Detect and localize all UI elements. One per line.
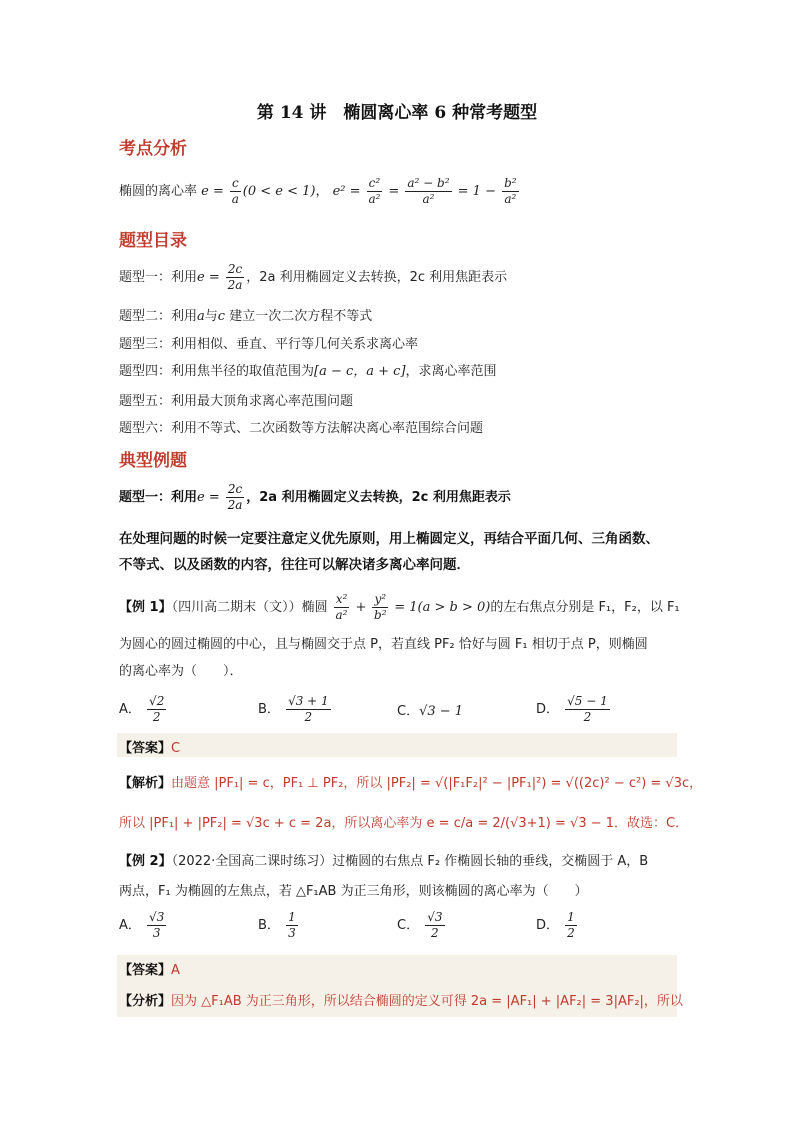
ex2-option-c[interactable]: C． $\frac{√3}{2}$ [397, 910, 443, 940]
ex1-option-d[interactable]: D． $\frac{√5 - 1}{2}$ [536, 694, 608, 724]
ex2-line1 [119, 850, 648, 869]
catalog-item-5: 题型五：利用最大顶角求离心率范围问题 [119, 394, 354, 409]
ex1-line1: 【例 1】（四川高二期末（文））椭圆 $\frac{\text{x²}}{\text{a²}}$ + $\frac{\text{y²}}{\text{b²}}$ = 1(a > b > 0)的左右焦点分别是 F₁，F₂，以 F₁ [119, 592, 680, 622]
type1-heading-tail: ，2a 利用椭圆定义去转换，2c 利用焦距表示 [246, 490, 511, 505]
analysis-formula [119, 176, 521, 207]
catalog-2-tail: 建立一次二次方程不等式 [229, 309, 373, 324]
analysis-prefix: 椭圆的离心率 [119, 184, 198, 199]
ex1-src: （四川高二期末（文））椭圆 [171, 600, 328, 615]
ex2-option-a[interactable]: A． $\frac{√3}{3}$ [119, 910, 165, 940]
ex1-option-b-label: B． [258, 702, 280, 717]
ex1-answer [119, 737, 180, 756]
catalog-item-4 [119, 360, 497, 379]
ex1-option-c-label: C． [397, 704, 420, 719]
ex1-option-a[interactable]: A． $\frac{√2}{2}$ [119, 694, 165, 724]
section-catalog: 题型目录 [119, 231, 187, 251]
ex2-option-a-label: A． [119, 918, 141, 933]
ex2-answer-value: A [171, 963, 180, 978]
catalog-2-mid: 与 [204, 309, 218, 324]
ex2-analysis-text: 因为 △F₁AB 为正三角形，所以结合椭圆的定义可得 2a = |AF₁| + |AF₂| = 3|AF₂|，所以 [171, 994, 683, 1009]
ex2-answer [119, 959, 180, 978]
ex2-analysis [119, 990, 683, 1009]
catalog-2-text: 题型二：利用 [119, 309, 198, 324]
ex1-line1-tail: 的左右焦点分别是 F₁，F₂，以 F₁ [490, 600, 680, 615]
ex1-answer-value: C [171, 741, 181, 756]
ex2-option-c-label: C． [397, 918, 420, 933]
catalog-1-tail: ，2a 利用椭圆定义去转换，2c 利用焦距表示 [246, 270, 508, 285]
catalog-item-3: 题型三：利用相似、垂直、平行等几何关系求离心率 [119, 337, 419, 352]
ex1-option-d-label: D． [536, 702, 560, 717]
formula-e-2c2a: e = $\frac{2c}{2a}$ [197, 262, 243, 292]
ex2-line2: 两点，F₁ 为椭圆的左焦点，若 △F₁AB 为正三角形，则该椭圆的离心率为（ ） [119, 884, 588, 899]
ex2-option-b[interactable]: B． $\frac{1}{3}$ [258, 910, 296, 940]
ex2-analysis-label: 【分析】 [119, 994, 172, 1009]
ex1-option-c-value: √3 − 1 [419, 704, 464, 719]
catalog-item-6: 题型六：利用不等式、二次函数等方法解决离心率范围综合问题 [119, 421, 484, 436]
ex1-line2: 为圆心的圆过椭圆的中心，且与椭圆交于点 P，若直线 PF₂ 恰好与圆 F₁ 相切于点 P，则椭圆 [119, 637, 648, 652]
section-analysis: 考点分析 [119, 139, 187, 159]
ex1-line3: 的离心率为（ ）． [119, 664, 243, 679]
ex1-solution-text1: 由题意 |PF₁| = c，PF₁ ⊥ PF₂，所以 |PF₂| = √(|F₁F₂|² − |PF₁|²) = √((2c)² − c²) = √3c， [171, 776, 703, 791]
ex1-solution-label: 【解析】 [119, 776, 172, 791]
catalog-4-range: [a − c，a + c] [314, 364, 406, 379]
catalog-1-text: 题型一：利用 [119, 270, 198, 285]
analysis-sep: ， [315, 184, 329, 199]
type1-heading-text: 题型一：利用 [119, 490, 198, 505]
ex1-answer-box [117, 733, 677, 757]
ex1-option-c[interactable] [397, 700, 463, 719]
section-examples: 典型例题 [119, 451, 187, 471]
catalog-item-1 [119, 262, 507, 293]
ex2-option-d[interactable]: D． $\frac{1}{2}$ [536, 910, 575, 940]
ex2-option-b-label: B． [258, 918, 280, 933]
ex1-solution-line1 [119, 772, 702, 791]
para1-line1: 在处理问题的时候一定要注意定义优先原则，用上椭圆定义，再结合平面几何、三角函数、 [119, 531, 659, 547]
type1-heading: 题型一：利用e = $\frac{2c}{2a}$ ，2a 利用椭圆定义去转换，2c 利用焦距表示 [119, 482, 511, 512]
ex1-label: 【例 1】 [119, 600, 172, 615]
ex1-solution-line2: 所以 |PF₁| + |PF₂| = √3c + c = 2a，所以离心率为 e = c/a = 2/(√3+1) = √3 − 1．故选：C． [119, 816, 689, 831]
catalog-4-text: 题型四：利用焦半径的取值范围为 [119, 364, 315, 379]
ex1-option-b[interactable]: B． $\frac{√3 + 1}{2}$ [258, 694, 329, 724]
catalog-item-2: 题型二：利用a与c 建立一次二次方程不等式 [119, 309, 373, 324]
ex2-option-d-label: D． [536, 918, 560, 933]
ex1-answer-label: 【答案】 [119, 741, 172, 756]
ex2-label: 【例 2】 [119, 854, 172, 869]
ex2-line1-text: （2022·全国高二课时练习）过椭圆的右焦点 F₂ 作椭圆长轴的垂线，交椭圆于 A，B [171, 854, 649, 869]
ex2-answer-label: 【答案】 [119, 963, 172, 978]
para1-line2: 不等式、以及函数的内容，往往可以解决诸多离心率问题． [119, 557, 470, 573]
ex1-option-a-label: A． [119, 702, 141, 717]
formula-e2: e² = $\frac{\text{c²}}{\text{a²}}$ = $\frac{\text{a² − b²}}{\text{a²}}$ = 1 − $\frac{\text{b²}}{\text{a²}}$ [332, 176, 517, 206]
page-title: 第 14 讲 椭圆离心率 6 种常考题型 [256, 103, 538, 123]
formula-e: e = $\frac{c}{a}$ (0 < e < 1) [201, 176, 316, 206]
catalog-4-tail: ，求离心率范围 [405, 364, 497, 379]
